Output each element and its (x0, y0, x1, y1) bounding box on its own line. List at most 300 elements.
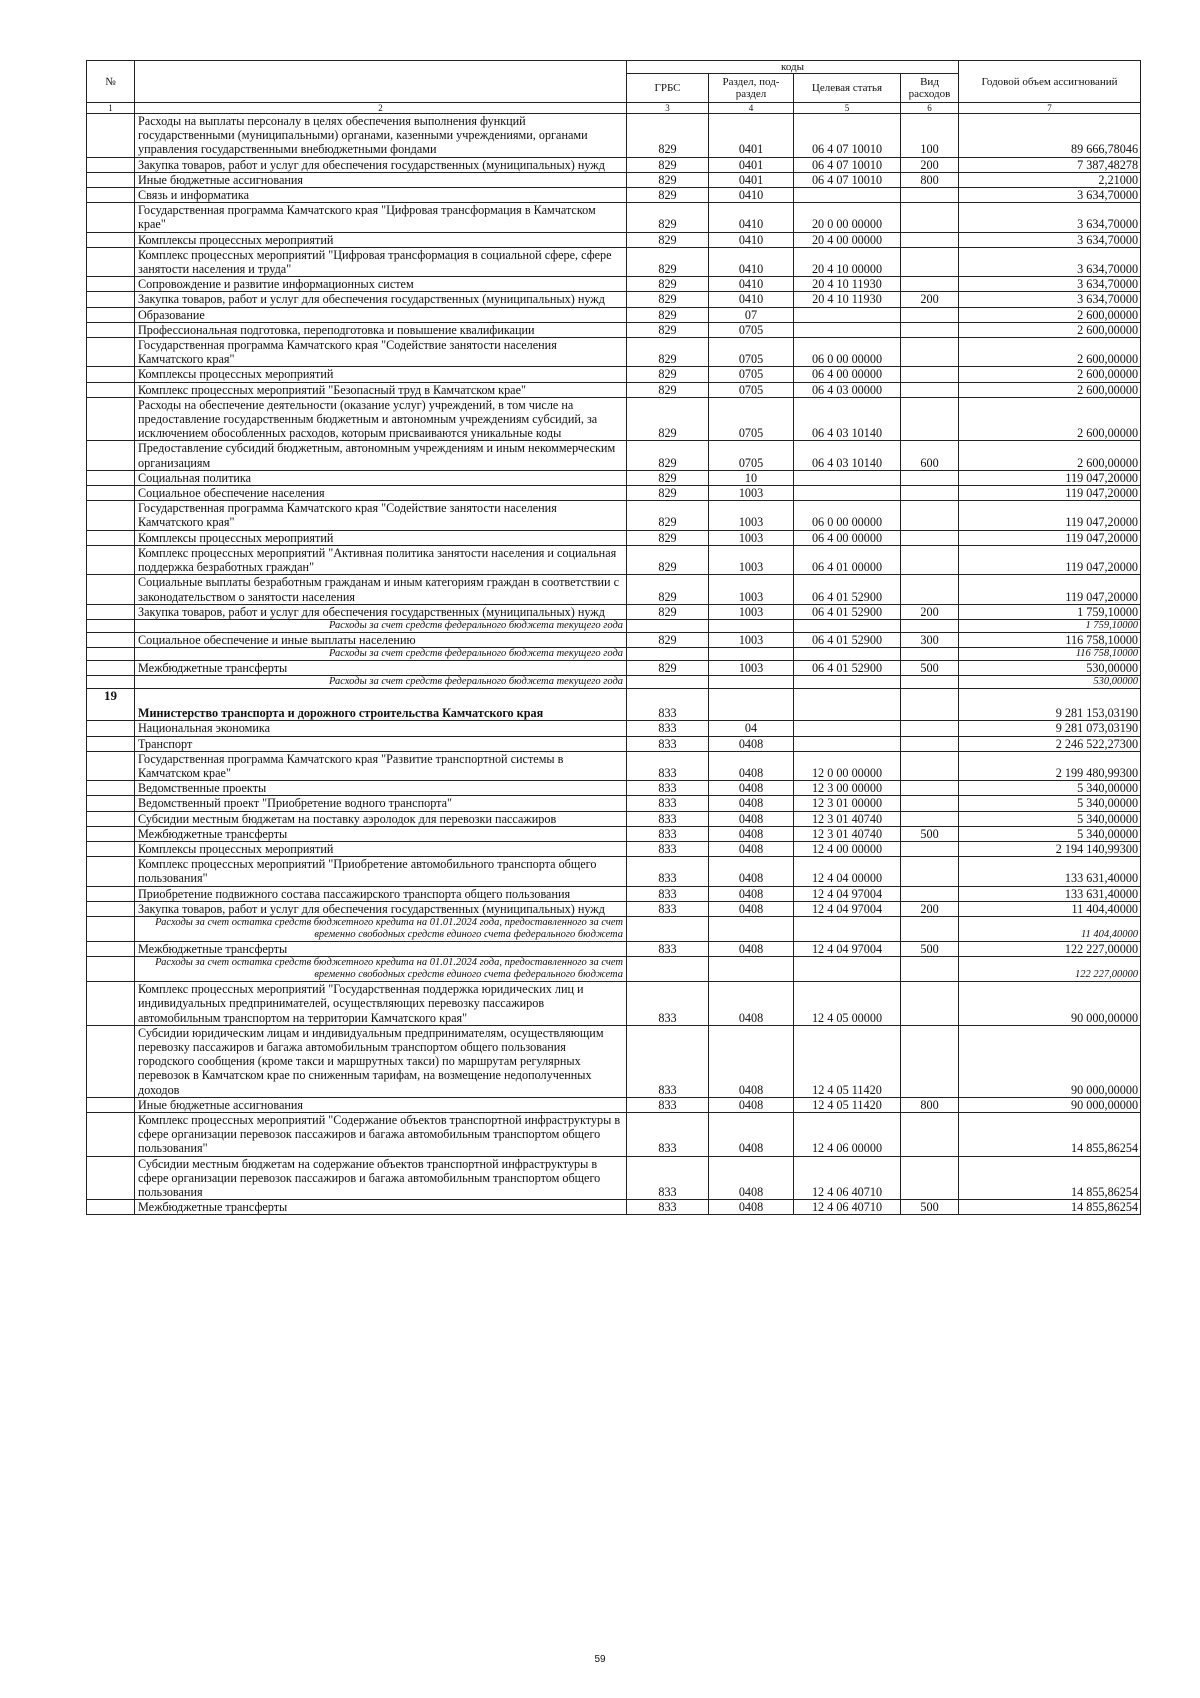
row-expense-type (901, 188, 959, 203)
row-razdel: 1003 (709, 632, 794, 647)
table-row (87, 1112, 1141, 1156)
row-razdel: 0408 (709, 901, 794, 916)
row-target-article (794, 619, 901, 632)
table-row (87, 632, 1141, 647)
table-row (87, 292, 1141, 307)
row-target-article: 20 4 00 00000 (794, 232, 901, 247)
row-amount: 5 340,00000 (959, 781, 1141, 796)
section-row (87, 689, 1141, 721)
row-number (87, 619, 135, 632)
table-row (87, 114, 1141, 158)
row-expense-type (901, 648, 959, 661)
table-row (87, 486, 1141, 501)
row-grbs: 829 (627, 604, 709, 619)
row-amount: 530,00000 (959, 676, 1141, 689)
note-row (87, 916, 1141, 941)
row-grbs: 829 (627, 575, 709, 604)
row-amount: 2 600,00000 (959, 397, 1141, 441)
row-expense-type (901, 545, 959, 574)
row-number (87, 1156, 135, 1200)
header-razdel: Раздел, под-раздел (709, 74, 794, 103)
row-name: Профессиональная подготовка, переподготовка и повышение квалификации (135, 322, 627, 337)
row-name: Комплексы процессных мероприятий (135, 367, 627, 382)
row-number (87, 916, 135, 941)
row-expense-type (901, 530, 959, 545)
row-grbs: 829 (627, 382, 709, 397)
row-expense-type: 200 (901, 157, 959, 172)
row-razdel: 1003 (709, 486, 794, 501)
row-number (87, 367, 135, 382)
row-grbs (627, 916, 709, 941)
row-grbs: 829 (627, 441, 709, 470)
row-name: Социальное обеспечение населения (135, 486, 627, 501)
row-target-article: 12 0 00 00000 (794, 751, 901, 780)
row-amount: 122 227,00000 (959, 957, 1141, 982)
row-number (87, 114, 135, 158)
row-target-article (794, 648, 901, 661)
row-grbs: 829 (627, 188, 709, 203)
row-razdel (709, 676, 794, 689)
row-grbs: 829 (627, 114, 709, 158)
row-name: Транспорт (135, 736, 627, 751)
row-target-article: 12 4 04 97004 (794, 941, 901, 956)
row-razdel (709, 648, 794, 661)
table-row (87, 982, 1141, 1026)
row-amount: 2 246 522,27300 (959, 736, 1141, 751)
row-target-article: 12 3 00 00000 (794, 781, 901, 796)
row-amount: 119 047,20000 (959, 575, 1141, 604)
row-number (87, 322, 135, 337)
row-grbs: 829 (627, 367, 709, 382)
row-target-article (794, 486, 901, 501)
row-name: Образование (135, 307, 627, 322)
row-amount: 3 634,70000 (959, 203, 1141, 232)
row-name: Ведомственные проекты (135, 781, 627, 796)
row-expense-type: 100 (901, 114, 959, 158)
row-number (87, 604, 135, 619)
row-expense-type (901, 322, 959, 337)
budget-table (86, 60, 1141, 1215)
row-target-article: 06 4 00 00000 (794, 530, 901, 545)
table-row (87, 307, 1141, 322)
row-amount: 119 047,20000 (959, 486, 1141, 501)
row-grbs (627, 957, 709, 982)
row-expense-type: 500 (901, 826, 959, 841)
row-expense-type (901, 736, 959, 751)
row-number (87, 530, 135, 545)
row-razdel: 0410 (709, 188, 794, 203)
row-target-article (794, 676, 901, 689)
row-target-article: 12 4 05 11420 (794, 1097, 901, 1112)
row-number (87, 1112, 135, 1156)
row-name: Закупка товаров, работ и услуг для обеспечения государственных (муниципальных) нужд (135, 292, 627, 307)
row-amount: 119 047,20000 (959, 530, 1141, 545)
table-row (87, 901, 1141, 916)
table-row (87, 367, 1141, 382)
row-amount: 5 340,00000 (959, 796, 1141, 811)
note-row (87, 619, 1141, 632)
row-number (87, 826, 135, 841)
row-amount: 530,00000 (959, 661, 1141, 676)
row-grbs: 833 (627, 751, 709, 780)
row-expense-type (901, 957, 959, 982)
row-expense-type (901, 916, 959, 941)
row-target-article: 06 4 01 52900 (794, 661, 901, 676)
table-header (87, 61, 1141, 114)
header-grbs: ГРБС (627, 74, 709, 103)
row-razdel: 1003 (709, 575, 794, 604)
row-grbs: 829 (627, 397, 709, 441)
row-grbs: 829 (627, 501, 709, 530)
table-row (87, 1156, 1141, 1200)
row-name: Комплекс процессных мероприятий "Государственная поддержка юридических лиц и индивидуальных предпринимателей, осуществляющих перевозку пассажиров автомобильным транспортом на территории Камчатского края" (135, 982, 627, 1026)
row-expense-type (901, 277, 959, 292)
row-target-article: 06 4 07 10010 (794, 114, 901, 158)
row-target-article: 06 4 01 52900 (794, 632, 901, 647)
row-expense-type: 800 (901, 1097, 959, 1112)
row-name: Расходы за счет средств федерального бюджета текущего года (135, 619, 627, 632)
row-amount: 2 600,00000 (959, 382, 1141, 397)
row-target-article (794, 188, 901, 203)
row-number (87, 1097, 135, 1112)
row-target-article: 12 4 05 00000 (794, 982, 901, 1026)
row-amount: 14 855,86254 (959, 1200, 1141, 1215)
row-expense-type (901, 796, 959, 811)
row-target-article (794, 470, 901, 485)
budget-sheet (86, 60, 1140, 1215)
row-amount: 5 340,00000 (959, 826, 1141, 841)
table-row (87, 322, 1141, 337)
row-number (87, 277, 135, 292)
row-expense-type (901, 575, 959, 604)
row-expense-type (901, 689, 959, 721)
row-amount: 116 758,10000 (959, 632, 1141, 647)
row-name: Расходы за счет остатка средств бюджетного кредита на 01.01.2024 года, предоставленного за счет временно свободных средств единого счета федерального бюджета (135, 916, 627, 941)
table-row (87, 188, 1141, 203)
row-target-article: 20 4 10 00000 (794, 247, 901, 276)
table-row (87, 721, 1141, 736)
table-row (87, 811, 1141, 826)
row-grbs: 833 (627, 689, 709, 721)
row-name: Расходы за счет остатка средств бюджетного кредита на 01.01.2024 года, предоставленного за счет временно свободных средств единого счета федерального бюджета (135, 957, 627, 982)
row-razdel: 0410 (709, 232, 794, 247)
row-grbs: 829 (627, 157, 709, 172)
row-name: Иные бюджетные ассигнования (135, 172, 627, 187)
column-number: 5 (794, 103, 901, 114)
table-row (87, 1097, 1141, 1112)
row-target-article: 06 4 03 10140 (794, 397, 901, 441)
row-expense-type: 200 (901, 604, 959, 619)
row-amount: 2 600,00000 (959, 441, 1141, 470)
row-name: Расходы за счет средств федерального бюджета текущего года (135, 676, 627, 689)
row-target-article: 12 4 00 00000 (794, 841, 901, 856)
table-row (87, 826, 1141, 841)
row-amount: 2 194 140,99300 (959, 841, 1141, 856)
row-grbs: 829 (627, 203, 709, 232)
note-row (87, 648, 1141, 661)
row-number (87, 501, 135, 530)
row-number (87, 486, 135, 501)
row-grbs: 829 (627, 486, 709, 501)
row-name: Связь и информатика (135, 188, 627, 203)
row-grbs: 829 (627, 545, 709, 574)
row-razdel: 0408 (709, 736, 794, 751)
row-amount: 3 634,70000 (959, 247, 1141, 276)
row-target-article: 12 4 05 11420 (794, 1025, 901, 1097)
row-grbs: 833 (627, 1112, 709, 1156)
table-row (87, 247, 1141, 276)
row-razdel: 0408 (709, 1112, 794, 1156)
row-grbs: 833 (627, 941, 709, 956)
row-name: Комплекс процессных мероприятий "Цифровая трансформация в социальной сфере, сфере занятости населения и труда" (135, 247, 627, 276)
row-name: Расходы на выплаты персоналу в целях обеспечения выполнения функций государственными (муниципальными) органами, казенными учреждениями, органами управления государственными внебюджетными фондами (135, 114, 627, 158)
row-razdel (709, 689, 794, 721)
row-number (87, 721, 135, 736)
row-amount: 2,21000 (959, 172, 1141, 187)
row-expense-type (901, 307, 959, 322)
row-amount: 14 855,86254 (959, 1112, 1141, 1156)
row-amount: 90 000,00000 (959, 1025, 1141, 1097)
row-razdel: 1003 (709, 501, 794, 530)
row-expense-type (901, 781, 959, 796)
row-grbs: 833 (627, 796, 709, 811)
row-target-article: 20 4 10 11930 (794, 292, 901, 307)
row-target-article: 12 3 01 00000 (794, 796, 901, 811)
row-number (87, 982, 135, 1026)
row-grbs: 833 (627, 826, 709, 841)
row-number (87, 811, 135, 826)
header-blank (135, 61, 627, 103)
row-amount: 119 047,20000 (959, 545, 1141, 574)
row-number (87, 338, 135, 367)
row-target-article: 06 0 00 00000 (794, 338, 901, 367)
table-row (87, 441, 1141, 470)
row-number (87, 781, 135, 796)
row-amount: 122 227,00000 (959, 941, 1141, 956)
row-razdel: 1003 (709, 530, 794, 545)
row-name: Субсидии местным бюджетам на поставку аэролодок для перевозки пассажиров (135, 811, 627, 826)
row-number (87, 751, 135, 780)
row-razdel: 0408 (709, 1097, 794, 1112)
row-grbs: 833 (627, 1025, 709, 1097)
row-razdel: 0408 (709, 796, 794, 811)
row-razdel: 04 (709, 721, 794, 736)
row-number (87, 397, 135, 441)
row-name: Комплексы процессных мероприятий (135, 841, 627, 856)
table-row (87, 1025, 1141, 1097)
row-razdel: 0705 (709, 338, 794, 367)
header-codes: коды (627, 61, 959, 74)
row-expense-type (901, 1112, 959, 1156)
row-expense-type (901, 886, 959, 901)
table-row (87, 736, 1141, 751)
table-row (87, 338, 1141, 367)
row-number (87, 676, 135, 689)
row-grbs: 833 (627, 857, 709, 886)
table-row (87, 604, 1141, 619)
row-target-article: 12 4 04 97004 (794, 886, 901, 901)
row-name: Межбюджетные трансферты (135, 661, 627, 676)
row-target-article: 06 4 07 10010 (794, 157, 901, 172)
row-target-article: 12 3 01 40740 (794, 811, 901, 826)
row-razdel: 0410 (709, 277, 794, 292)
row-amount: 2 600,00000 (959, 322, 1141, 337)
row-target-article: 06 4 07 10010 (794, 172, 901, 187)
row-number (87, 796, 135, 811)
row-target-article (794, 957, 901, 982)
row-expense-type (901, 338, 959, 367)
table-row (87, 172, 1141, 187)
row-amount: 1 759,10000 (959, 604, 1141, 619)
row-razdel: 0410 (709, 292, 794, 307)
row-target-article: 06 0 00 00000 (794, 501, 901, 530)
row-razdel: 1003 (709, 545, 794, 574)
row-number: 19 (87, 689, 135, 721)
row-razdel (709, 619, 794, 632)
row-expense-type: 600 (901, 441, 959, 470)
row-amount: 2 600,00000 (959, 307, 1141, 322)
row-number (87, 661, 135, 676)
header-no: № (87, 61, 135, 103)
row-target-article: 06 4 01 00000 (794, 545, 901, 574)
column-number: 6 (901, 103, 959, 114)
row-razdel: 0408 (709, 886, 794, 901)
row-grbs: 829 (627, 530, 709, 545)
row-name: Государственная программа Камчатского края "Развитие транспортной системы в Камчатском крае" (135, 751, 627, 780)
page-number: 59 (594, 1654, 606, 1665)
row-amount: 133 631,40000 (959, 886, 1141, 901)
row-razdel: 0705 (709, 397, 794, 441)
row-amount: 3 634,70000 (959, 277, 1141, 292)
table-row (87, 751, 1141, 780)
row-grbs: 829 (627, 172, 709, 187)
row-razdel (709, 916, 794, 941)
row-expense-type: 200 (901, 901, 959, 916)
row-amount: 3 634,70000 (959, 188, 1141, 203)
row-target-article: 12 4 06 00000 (794, 1112, 901, 1156)
row-name: Предоставление субсидий бюджетным, автономным учреждениям и иным некоммерческим организациям (135, 441, 627, 470)
row-grbs: 829 (627, 632, 709, 647)
row-razdel: 0401 (709, 114, 794, 158)
row-amount: 90 000,00000 (959, 982, 1141, 1026)
row-number (87, 307, 135, 322)
row-expense-type (901, 1156, 959, 1200)
row-grbs: 829 (627, 307, 709, 322)
row-expense-type (901, 751, 959, 780)
row-razdel: 0401 (709, 157, 794, 172)
row-target-article: 20 0 00 00000 (794, 203, 901, 232)
row-name: Комплекс процессных мероприятий "Безопасный труд в Камчатском крае" (135, 382, 627, 397)
row-razdel: 0408 (709, 811, 794, 826)
row-grbs: 833 (627, 841, 709, 856)
row-number (87, 382, 135, 397)
note-row (87, 957, 1141, 982)
row-name: Государственная программа Камчатского края "Содействие занятости населения Камчатского края" (135, 338, 627, 367)
row-number (87, 841, 135, 856)
row-expense-type (901, 811, 959, 826)
row-grbs: 833 (627, 886, 709, 901)
row-razdel: 0705 (709, 367, 794, 382)
row-grbs: 833 (627, 1156, 709, 1200)
row-target-article (794, 307, 901, 322)
row-expense-type (901, 382, 959, 397)
row-target-article (794, 916, 901, 941)
table-row (87, 501, 1141, 530)
table-row (87, 941, 1141, 956)
table-row (87, 841, 1141, 856)
table-row (87, 277, 1141, 292)
table-row (87, 232, 1141, 247)
row-amount: 89 666,78046 (959, 114, 1141, 158)
row-expense-type: 500 (901, 661, 959, 676)
row-razdel: 0408 (709, 1200, 794, 1215)
row-number (87, 172, 135, 187)
row-name: Комплекс процессных мероприятий "Активная политика занятости населения и социальная поддержка безработных граждан" (135, 545, 627, 574)
row-name: Межбюджетные трансферты (135, 1200, 627, 1215)
row-razdel: 0410 (709, 247, 794, 276)
row-razdel: 0408 (709, 781, 794, 796)
row-number (87, 247, 135, 276)
column-number: 7 (959, 103, 1141, 114)
row-target-article: 06 4 01 52900 (794, 575, 901, 604)
row-razdel: 0408 (709, 941, 794, 956)
row-name: Закупка товаров, работ и услуг для обеспечения государственных (муниципальных) нужд (135, 604, 627, 619)
row-name: Комплексы процессных мероприятий (135, 530, 627, 545)
row-amount: 3 634,70000 (959, 232, 1141, 247)
row-target-article: 06 4 01 52900 (794, 604, 901, 619)
row-expense-type: 500 (901, 1200, 959, 1215)
row-razdel: 0410 (709, 203, 794, 232)
table-row (87, 1200, 1141, 1215)
row-grbs: 829 (627, 661, 709, 676)
table-row (87, 545, 1141, 574)
row-target-article (794, 689, 901, 721)
table-row (87, 661, 1141, 676)
row-expense-type (901, 841, 959, 856)
row-name: Иные бюджетные ассигнования (135, 1097, 627, 1112)
row-grbs: 829 (627, 322, 709, 337)
row-target-article (794, 322, 901, 337)
row-grbs: 829 (627, 232, 709, 247)
row-number (87, 901, 135, 916)
row-grbs: 829 (627, 277, 709, 292)
row-number (87, 857, 135, 886)
row-name: Приобретение подвижного состава пассажирского транспорта общего пользования (135, 886, 627, 901)
row-expense-type (901, 367, 959, 382)
row-razdel: 0408 (709, 1025, 794, 1097)
row-expense-type: 500 (901, 941, 959, 956)
row-razdel: 0705 (709, 322, 794, 337)
row-amount: 14 855,86254 (959, 1156, 1141, 1200)
row-razdel: 07 (709, 307, 794, 322)
row-grbs: 833 (627, 721, 709, 736)
table-row (87, 796, 1141, 811)
row-grbs: 829 (627, 247, 709, 276)
row-number (87, 545, 135, 574)
row-name: Межбюджетные трансферты (135, 941, 627, 956)
row-number (87, 470, 135, 485)
row-grbs: 833 (627, 736, 709, 751)
row-name: Государственная программа Камчатского края "Цифровая трансформация в Камчатском крае" (135, 203, 627, 232)
row-razdel: 10 (709, 470, 794, 485)
note-row (87, 676, 1141, 689)
row-name: Социальное обеспечение и иные выплаты населению (135, 632, 627, 647)
row-amount: 2 600,00000 (959, 338, 1141, 367)
table-row (87, 470, 1141, 485)
row-expense-type (901, 232, 959, 247)
row-amount: 2 199 480,99300 (959, 751, 1141, 780)
table-row (87, 203, 1141, 232)
